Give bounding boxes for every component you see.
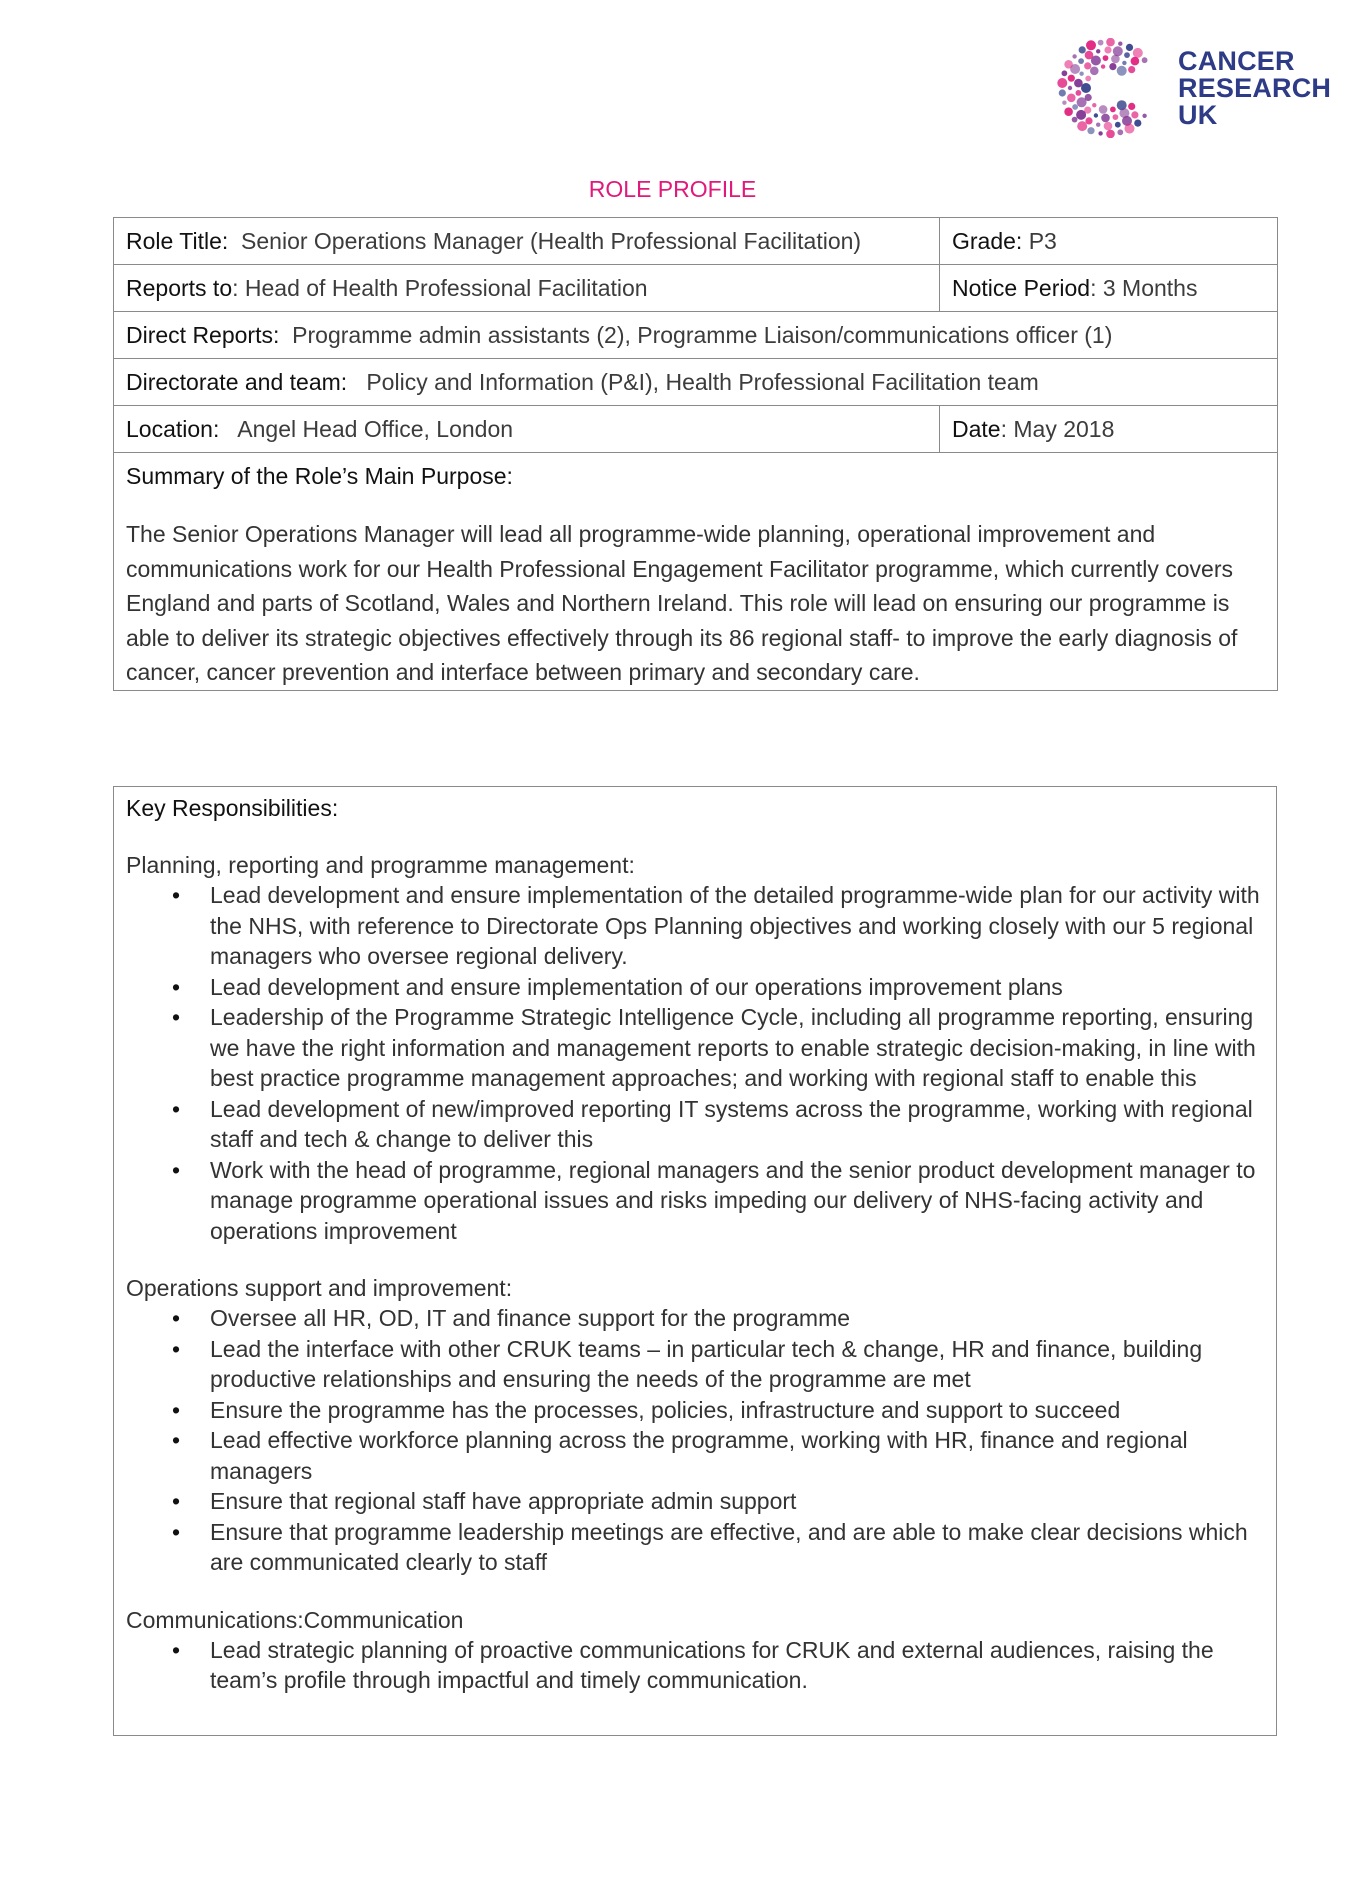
logo-line-2: RESEARCH xyxy=(1178,73,1332,103)
logo-dot xyxy=(1117,129,1123,135)
logo-dot xyxy=(1079,72,1083,76)
logo-dot xyxy=(1103,55,1109,61)
logo-dot xyxy=(1104,46,1111,53)
logo-dot xyxy=(1068,75,1075,82)
direct-reports-cell xyxy=(114,312,1278,359)
logo-dot xyxy=(1072,54,1076,58)
role-title-label: Role Title: xyxy=(126,228,229,254)
logo-dot xyxy=(1094,113,1098,117)
logo-dot xyxy=(1077,121,1087,131)
logo-dot xyxy=(1085,117,1092,124)
logo-dot xyxy=(1142,57,1148,63)
logo-dot xyxy=(1122,61,1126,65)
directorate-value: Policy and Information (P&I), Health Professional Facilitation team xyxy=(366,369,1039,395)
directorate-label: Directorate and team: xyxy=(126,369,348,395)
logo-dot xyxy=(1079,46,1086,53)
notice-period-label: Notice Period xyxy=(952,275,1091,301)
logo-dot xyxy=(1101,114,1110,123)
role-title-value: Senior Operations Manager (Health Professional Facilitation) xyxy=(241,228,862,254)
cruk-logo xyxy=(1050,38,1332,138)
logo-dot xyxy=(1098,40,1104,46)
direct-reports-row xyxy=(114,312,1278,359)
list-item: • Ensure that programme leadership meetings are effective, and are able to make clear decisions which are communicated clearly to staff xyxy=(210,1517,1264,1578)
logo-dot xyxy=(1067,94,1076,103)
date-label: Date xyxy=(952,416,1001,442)
logo-dot xyxy=(1086,40,1096,50)
logo-dot xyxy=(1072,104,1078,110)
reports-to-label: Reports to xyxy=(126,275,233,301)
logo-dot xyxy=(1113,114,1119,120)
logo-line-3: UK xyxy=(1178,100,1218,130)
role-title-row xyxy=(114,218,1278,265)
logo-dot xyxy=(1104,122,1113,131)
logo-line-1: CANCER xyxy=(1178,46,1295,76)
direct-reports-label: Direct Reports: xyxy=(126,322,280,348)
logo-dot xyxy=(1142,114,1146,118)
list-item: • Work with the head of programme, regional managers and the senior product development manager to manage programme operational issues and risks impeding our delivery of NHS-facing activity and operations improvement xyxy=(210,1155,1264,1247)
logo-dot xyxy=(1064,107,1073,116)
section-heading: Planning, reporting and programme management: xyxy=(126,852,635,878)
logo-wordmark xyxy=(1178,48,1331,129)
list-item: • Leadership of the Programme Strategic Intelligence Cycle, including all programme reporting, ensuring we have the right information and management reports to enable strategic decision-making, in line with best practice programme management approaches; and working with regional staff to enable this xyxy=(210,1002,1264,1094)
directorate-cell xyxy=(114,359,1278,406)
logo-dot xyxy=(1125,124,1135,134)
role-title-cell xyxy=(114,218,940,265)
key-responsibilities-box xyxy=(113,786,1277,1736)
location-cell xyxy=(114,406,940,453)
logo-dot xyxy=(1117,66,1127,76)
location-label: Location: xyxy=(126,416,220,442)
reports-to-value: : Head of Health Professional Facilitation xyxy=(232,275,648,301)
list-item: • Lead effective workforce planning across the programme, working with HR, finance and regional managers xyxy=(210,1425,1264,1486)
list-item: • Ensure that regional staff have appropriate admin support xyxy=(210,1486,1264,1517)
logo-dot xyxy=(1106,130,1115,138)
logo-dot xyxy=(1064,60,1073,69)
summary-row xyxy=(114,453,1278,691)
logo-dot xyxy=(1128,103,1135,110)
notice-period-cell xyxy=(940,265,1278,312)
logo-dot xyxy=(1098,131,1102,135)
logo-dot xyxy=(1134,120,1141,127)
direct-reports-value: Programme admin assistants (2), Programme Liaison/communications officer (1) xyxy=(292,322,1113,348)
page-title: ROLE PROFILE xyxy=(588,176,757,202)
notice-period-value: : 3 Months xyxy=(1090,275,1198,301)
logo-dot xyxy=(1106,38,1115,46)
logo-dot xyxy=(1076,110,1086,120)
logo-dot xyxy=(1092,103,1096,107)
grade-cell xyxy=(940,218,1278,265)
summary-cell xyxy=(114,453,1278,691)
logo-dot xyxy=(1101,64,1105,68)
section-heading: Communications:Communication xyxy=(126,1606,464,1633)
date-cell xyxy=(940,406,1278,453)
logo-dot xyxy=(1099,105,1108,114)
directorate-row xyxy=(114,359,1278,406)
bullet-list xyxy=(126,880,1264,1246)
logo-dot xyxy=(1128,66,1135,73)
reports-to-row xyxy=(114,265,1278,312)
logo-dot xyxy=(1085,76,1091,82)
bullet-list xyxy=(126,1303,1264,1578)
logo-dot xyxy=(1131,57,1140,66)
logo-dot xyxy=(1115,122,1121,128)
logo-dot xyxy=(1078,58,1084,64)
logo-dot xyxy=(1126,44,1133,51)
section-heading: Operations support and improvement: xyxy=(126,1275,513,1301)
logo-dot xyxy=(1124,52,1130,58)
summary-text: The Senior Operations Manager will lead all programme-wide planning, operational improvement and communications work for our Health Professional Engagement Facilitator programme, which currently covers England and parts of Scotland, Wales and Northern Ireland. This role will lead on ensuring our programme is able to deliver its strategic objectives effectively through its 86 regional staff- to improve the early diagnosis of cancer, cancer prevention and interface between primary and secondary care. xyxy=(126,521,1238,685)
logo-dot xyxy=(1057,78,1067,88)
logo-dot xyxy=(1096,49,1100,53)
list-item: • Lead the interface with other CRUK teams – in particular tech & change, HR and finance, building productive relationships and ensuring the needs of the programme are met xyxy=(210,1334,1264,1395)
logo-dot xyxy=(1072,117,1078,123)
list-item: • Oversee all HR, OD, IT and finance support for the programme xyxy=(210,1303,1264,1334)
summary-label: Summary of the Role’s Main Purpose: xyxy=(126,463,513,489)
bullet-list xyxy=(126,1635,1264,1696)
logo-dot xyxy=(1062,70,1068,76)
logo-dot xyxy=(1076,90,1082,96)
logo-dot xyxy=(1077,97,1087,107)
list-item: • Lead development and ensure implementation of our operations improvement plans xyxy=(210,972,1264,1003)
logo-dot xyxy=(1096,123,1100,127)
location-row xyxy=(114,406,1278,453)
logo-dot xyxy=(1059,89,1066,96)
logo-dot xyxy=(1068,86,1072,90)
logo-dot xyxy=(1085,51,1094,60)
location-value: Angel Head Office, London xyxy=(237,416,514,442)
logo-dot xyxy=(1131,111,1138,118)
logo-dot xyxy=(1090,67,1099,76)
list-item: • Lead strategic planning of proactive communications for CRUK and external audiences, raising the team’s profile through impactful and timely communication. xyxy=(210,1635,1264,1696)
logo-dot xyxy=(1113,46,1123,56)
logo-dot xyxy=(1081,83,1091,93)
list-item: • Lead development of new/improved reporting IT systems across the programme, working with regional staff and tech & change to deliver this xyxy=(210,1094,1264,1155)
logo-dot xyxy=(1133,48,1143,58)
logo-dot xyxy=(1062,101,1066,105)
logo-dot xyxy=(1087,127,1094,134)
logo-dot xyxy=(1109,63,1116,70)
role-profile-table xyxy=(113,217,1278,691)
logo-dot xyxy=(1118,42,1122,46)
logo-dot xyxy=(1084,62,1091,69)
logo-dot xyxy=(1074,79,1083,88)
list-item: • Ensure the programme has the processes, policies, infrastructure and support to succeed xyxy=(210,1395,1264,1426)
reports-to-cell xyxy=(114,265,940,312)
list-item: • Lead development and ensure implementation of the detailed programme-wide plan for our activity with the NHS, with reference to Directorate Ops Planning objectives and working closely with our 5 regional managers who oversee regional delivery. xyxy=(210,880,1264,972)
logo-c-mark-icon xyxy=(1050,38,1170,138)
logo-dot xyxy=(1110,107,1116,113)
key-responsibilities-heading: Key Responsibilities: xyxy=(126,795,339,821)
date-value: : May 2018 xyxy=(1000,416,1115,442)
grade-label: Grade: xyxy=(952,228,1023,254)
grade-value: P3 xyxy=(1028,228,1057,254)
